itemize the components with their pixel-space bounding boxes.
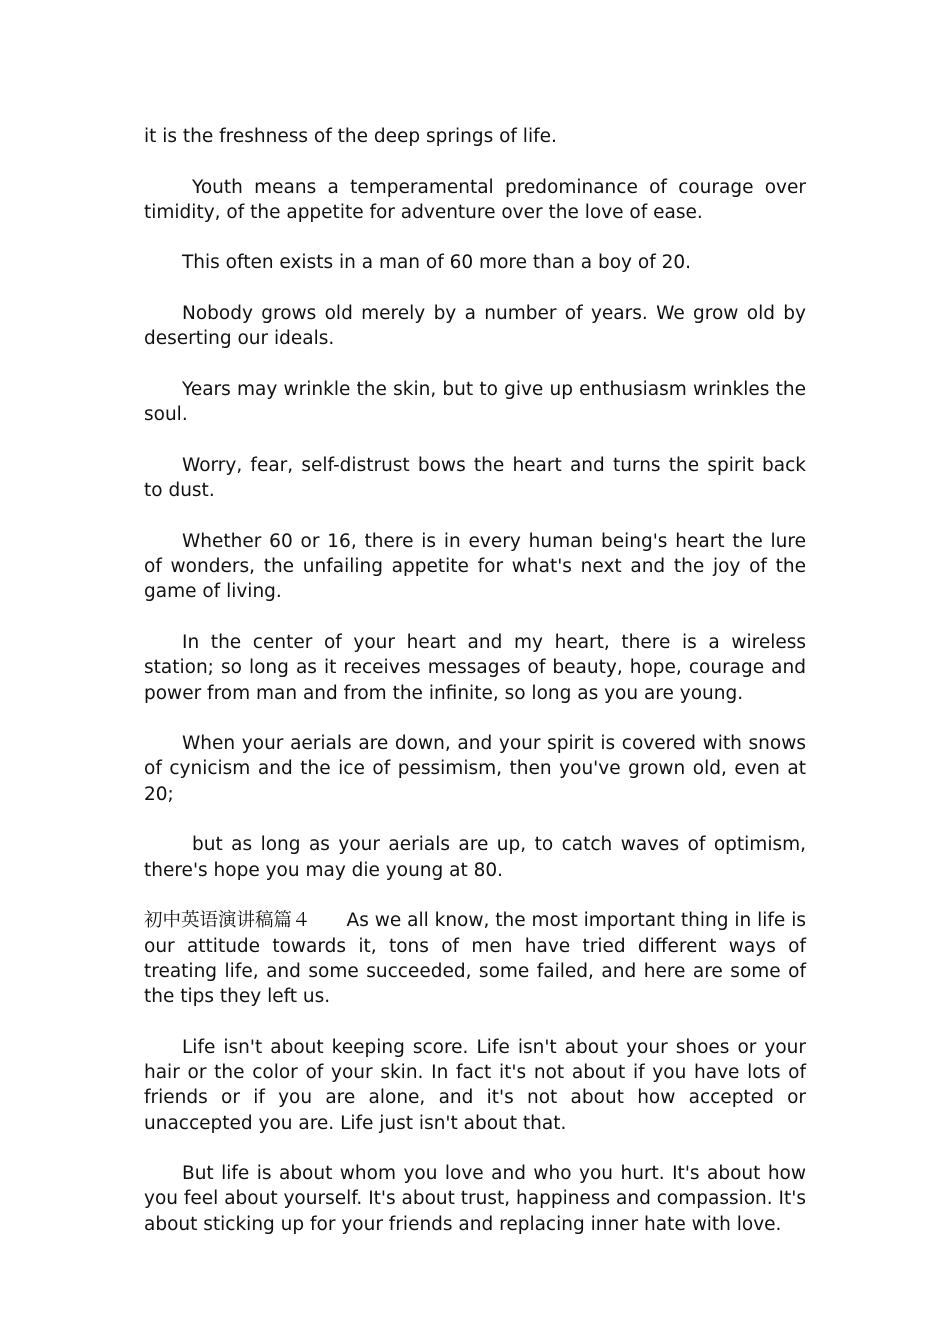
paragraph: Nobody grows old merely by a number of years. We grow old by deserting our ideals. bbox=[144, 303, 806, 350]
paragraph: When your aerials are down, and your spirit is covered with snows of cynicism and the ice of pessimism, then you've grown old, even at 20; bbox=[144, 733, 806, 805]
document-body bbox=[144, 124, 806, 1237]
paragraph: Youth means a temperamental predominance of courage over timidity, of the appetite for adventure over the love of ease. bbox=[144, 176, 806, 223]
paragraph: Worry, fear, self-distrust bows the heart and turns the spirit back to dust. bbox=[144, 454, 806, 502]
paragraph: Whether 60 or 16, there is in every human being's heart the lure of wonders, the unfailing appetite for what's next and the joy of the game of living. bbox=[144, 530, 806, 603]
paragraph: Years may wrinkle the skin, but to give up enthusiasm wrinkles the soul. bbox=[144, 378, 806, 426]
section-heading: 初中英语演讲稿篇４ bbox=[144, 910, 311, 932]
paragraph: This often exists in a man of 60 more than a boy of 20. bbox=[182, 252, 692, 274]
paragraph: it is the freshness of the deep springs of life. bbox=[144, 126, 557, 147]
section-first-paragraph: As we all know, the most important thing in life is our attitude towards it, tons of men have tried different ways of treating life, and some succeeded, some failed, and here are some of the tips they left us. bbox=[144, 910, 806, 1008]
paragraph: but as long as your aerials are up, to catch waves of optimism, there's hope you may die young at 80. bbox=[144, 834, 806, 881]
paragraph: But life is about whom you love and who you hurt. It's about how you feel about yourself. It's about trust, happiness and compassion. It's about sticking up for your friends and replacing inner hate with love. bbox=[144, 1163, 806, 1235]
paragraph: In the center of your heart and my heart, there is a wireless station; so long as it receives messages of beauty, hope, courage and power from man and from the infinite, so long as you are young. bbox=[144, 631, 806, 704]
paragraph: Life isn't about keeping score. Life isn't about your shoes or your hair or the color of your skin. In fact it's not about if you have lots of friends or if you are alone, and it's not about how accepted or unaccepted you are. Life just isn't about that. bbox=[144, 1036, 806, 1134]
section-paragraph bbox=[144, 908, 806, 1009]
